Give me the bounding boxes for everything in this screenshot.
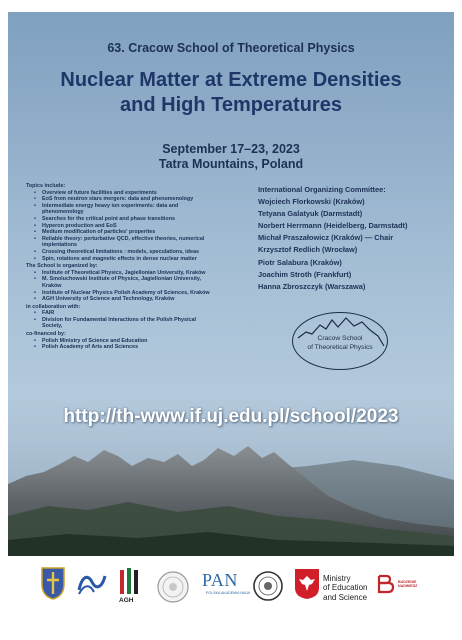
cracow-school-logo (292, 312, 390, 372)
academy-seal-icon (156, 570, 190, 604)
list-item: • Institute of Theoretical Physics, Jagiellonian University, Kraków (26, 270, 256, 277)
list-item: • Searches for the critical point and phase transitions (26, 216, 256, 223)
agh-logo-icon (118, 566, 140, 596)
budzenie-line: BUDZENIE (398, 580, 417, 584)
list-item: • Hyperon production and EoS (26, 223, 256, 230)
poster-background (8, 12, 454, 556)
ministry-line: and Science (323, 592, 368, 602)
list-item-continued: Kraków (42, 282, 62, 289)
main-title-line-2: and High Temperatures (120, 94, 342, 116)
pan-logo-subtitle: POLSKA AKADEMIA NAUK (206, 591, 251, 595)
pan-logo-text: PAN (202, 570, 238, 590)
list-item: • Reliable theory: perturbative QCD, effective theories, numerical (26, 236, 256, 243)
collaboration-heading: in collaboration with: (26, 303, 81, 310)
topics-heading: Topics include: (26, 183, 66, 189)
ifj-pan-logo-icon (76, 570, 108, 598)
tatra-mountains-photo (8, 436, 454, 556)
budzenie-logo-icon (376, 574, 396, 594)
ministry-education-science-label (323, 574, 367, 602)
list-item: • AGH University of Science and Technology, Kraków (26, 296, 256, 303)
list-item: • M. Smoluchowski Institute of Physics, Jagiellonian University, (26, 276, 256, 283)
organizers-heading: The School is organized by: (26, 263, 98, 270)
committee-member: Hanna Zbroszczyk (Warszawa) (258, 281, 366, 291)
list-item: • Division for Fundamental Interactions of the Polish Physical (26, 317, 256, 324)
topics-list (26, 190, 256, 263)
event-place: Tatra Mountains, Poland (158, 157, 304, 171)
program-info (26, 182, 256, 351)
list-item: • Polish Academy of Arts and Sciences (26, 344, 256, 351)
logo-text-line-1: Cracow School (317, 335, 363, 342)
committee-member: Michał Praszałowicz (Kraków) — Chair (258, 233, 394, 243)
polish-academy-arts-sciences-seal-icon (252, 570, 284, 602)
logo-text-line-2: of Theoretical Physics (307, 344, 373, 351)
committee-member: Piotr Salabura (Kraków) (258, 257, 342, 267)
list-item: • Polish Ministry of Science and Education (26, 338, 256, 345)
cofinanced-heading: co-financed by: (26, 331, 66, 338)
ministry-line: Ministry (323, 574, 351, 583)
polish-eagle-emblem-icon (294, 568, 320, 600)
school-website-url[interactable]: http://th-www.if.uj.edu.pl/school/2023 (63, 406, 399, 427)
list-item: • Spin, rotations and magnetic effects in dense nuclear matter (26, 256, 256, 263)
list-item-continued: phenomenology (42, 209, 84, 216)
ministry-line: of Education (323, 583, 368, 593)
list-item: • Institute of Nuclear Physics Polish Academy of Sciences, Kraków (26, 290, 256, 297)
list-item: • Crossing theoretical limitations : models, speculations, ideas (26, 249, 256, 256)
list-item-continued: implentations (42, 242, 78, 249)
committee-member: Wojciech Florkowski (Kraków) (258, 197, 365, 207)
list-item: • EoS from neutron stars mergers: data and phenomenology (26, 196, 256, 203)
organizing-committee (258, 184, 448, 293)
list-item: • Intermediate energy heavy ion experiments: data and (26, 203, 256, 210)
budzenie-line: NADWIEDZ (398, 584, 418, 589)
cofinanced-list (26, 338, 256, 351)
committee-member: Joachim Stroth (Frankfurt) (258, 269, 352, 279)
organizers-list (26, 270, 256, 303)
school-edition-title: 63. Cracow School of Theoretical Physics (107, 41, 355, 55)
committee-heading: International Organizing Committee: (258, 185, 386, 194)
main-title-line-1: Nuclear Matter at Extreme Densities (60, 69, 402, 91)
budzenie-label (398, 580, 417, 589)
jagiellonian-university-crest-icon (40, 566, 66, 600)
list-item: • FAIR (26, 310, 256, 317)
list-item-continued: Society, (42, 323, 63, 330)
agh-label: AGH (119, 597, 134, 604)
list-item: • Overview of future facilities and experiments (26, 190, 256, 197)
sponsor-logos-bar (0, 556, 462, 640)
collaboration-list (26, 310, 256, 330)
committee-member: Norbert Herrmann (Heidelberg, Darmstadt) (258, 221, 408, 231)
list-item: • Medium modification of particles' properites (26, 229, 256, 236)
committee-member: Tetyana Galatyuk (Darmstadt) (258, 209, 363, 219)
committee-member: Krzysztof Redlich (Wrocław) (258, 245, 358, 255)
event-date: September 17–23, 2023 (162, 142, 300, 156)
